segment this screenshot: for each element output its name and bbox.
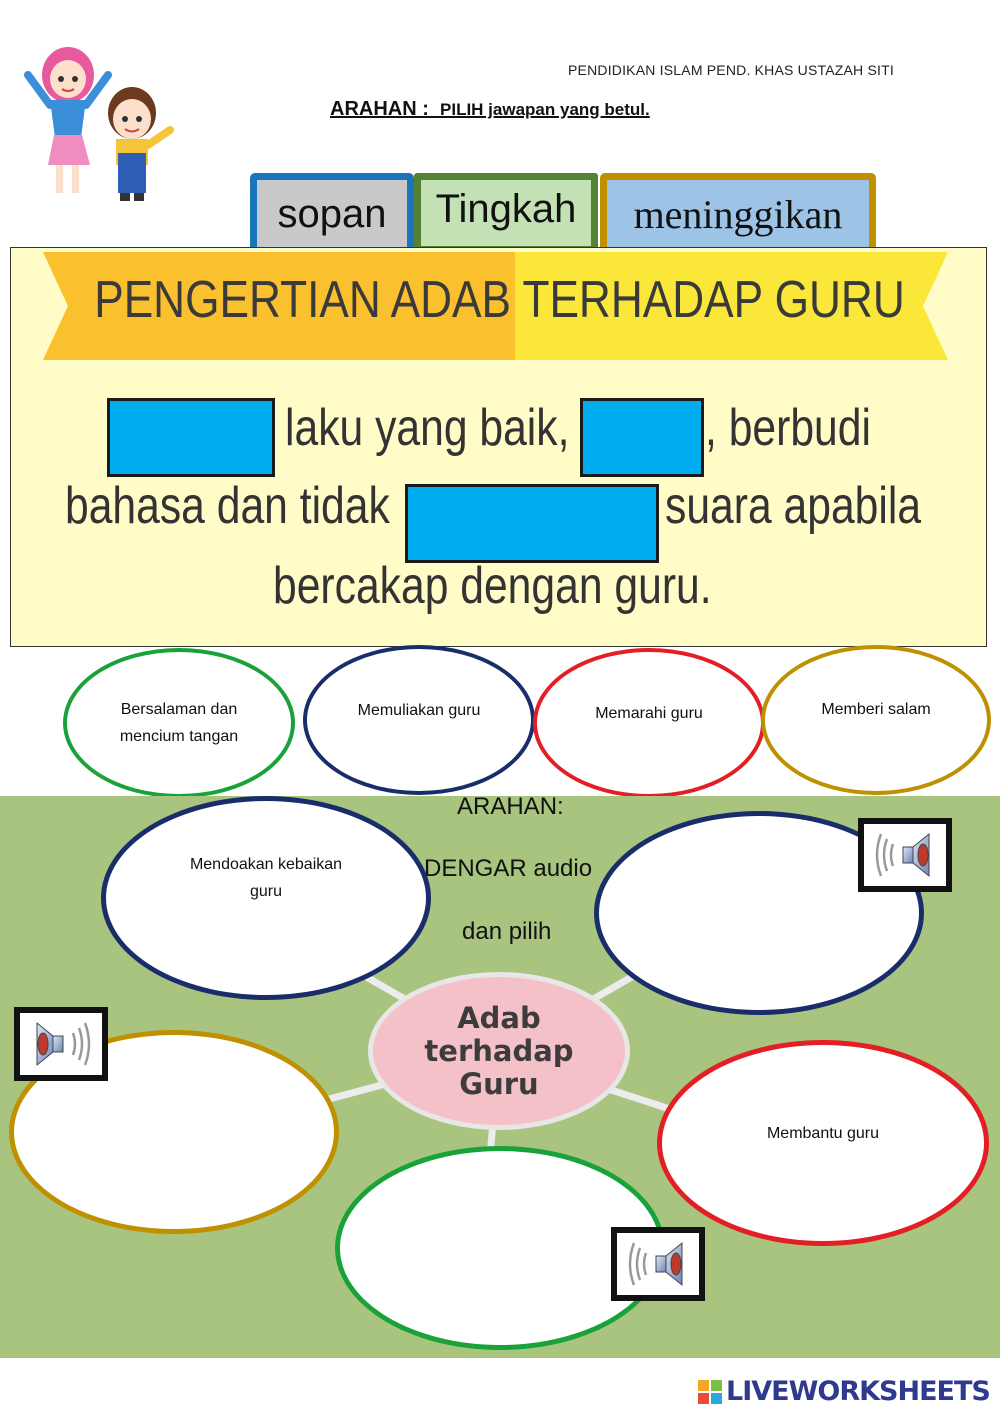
- word-option-sopan[interactable]: sopan: [250, 173, 414, 255]
- sentence-line1-b: , berbudi: [705, 399, 871, 457]
- audio-button-bottom[interactable]: [611, 1227, 705, 1301]
- audio-button-top-right[interactable]: [858, 818, 952, 892]
- definition-panel: [10, 247, 987, 647]
- option-memuliakan-label: Memuliakan guru: [357, 701, 481, 719]
- speaker-icon: [867, 826, 943, 884]
- option-memberi-salam-label: Memberi salam: [821, 700, 931, 718]
- option-bersalaman-label: Bersalaman dan mencium tangan: [119, 701, 239, 745]
- sentence-line1-a: laku yang baik,: [285, 399, 570, 457]
- definition-title: PENGERTIAN ADAB TERHADAP GURU: [94, 271, 905, 329]
- worksheet-credit: PENDIDIKAN ISLAM PEND. KHAS USTAZAH SITI: [568, 62, 894, 78]
- mindmap-instruction-3: dan pilih: [462, 918, 552, 945]
- mindmap-top-left-label: Mendoakan kebaikan guru: [189, 856, 343, 900]
- speaker-icon: [620, 1235, 696, 1293]
- sentence-line2-b: suara apabila: [665, 477, 922, 535]
- mindmap-right-label: Membantu guru: [766, 1124, 880, 1142]
- audio-button-left[interactable]: [14, 1007, 108, 1081]
- logo-icon: [698, 1380, 722, 1404]
- instruction-label: ARAHAN :: [330, 98, 429, 120]
- logo-text: LIVEWORKSHEETS: [726, 1376, 990, 1407]
- children-illustration: [20, 35, 180, 210]
- instruction-heading: [330, 98, 650, 121]
- word-option-tingkah[interactable]: Tingkah: [414, 173, 598, 253]
- speaker-icon: [23, 1015, 99, 1073]
- mindmap-top-left[interactable]: [101, 796, 431, 1000]
- mindmap-right[interactable]: [657, 1040, 989, 1246]
- liveworksheets-logo: [698, 1376, 990, 1407]
- option-memberi-salam[interactable]: [761, 645, 991, 795]
- mindmap-instruction-2: DENGAR audio: [424, 855, 593, 882]
- mindmap-center-label: Adab terhadap Guru: [424, 1000, 574, 1101]
- blank-2[interactable]: [580, 398, 704, 477]
- sentence-line3: bercakap dengan guru.: [273, 557, 712, 615]
- word-option-meninggikan[interactable]: meninggikan: [600, 173, 876, 255]
- option-bersalaman[interactable]: [63, 648, 295, 798]
- blank-1[interactable]: [107, 398, 275, 477]
- instruction-text: PILIH jawapan yang betul.: [440, 100, 650, 119]
- option-memarahi[interactable]: [533, 648, 765, 798]
- mindmap-center: [368, 972, 630, 1130]
- option-memuliakan[interactable]: [303, 645, 535, 795]
- mindmap-instruction-1: ARAHAN:: [457, 793, 564, 820]
- sentence-line2-a: bahasa dan tidak: [65, 477, 390, 535]
- blank-3[interactable]: [405, 484, 659, 563]
- option-memarahi-label: Memarahi guru: [595, 704, 703, 722]
